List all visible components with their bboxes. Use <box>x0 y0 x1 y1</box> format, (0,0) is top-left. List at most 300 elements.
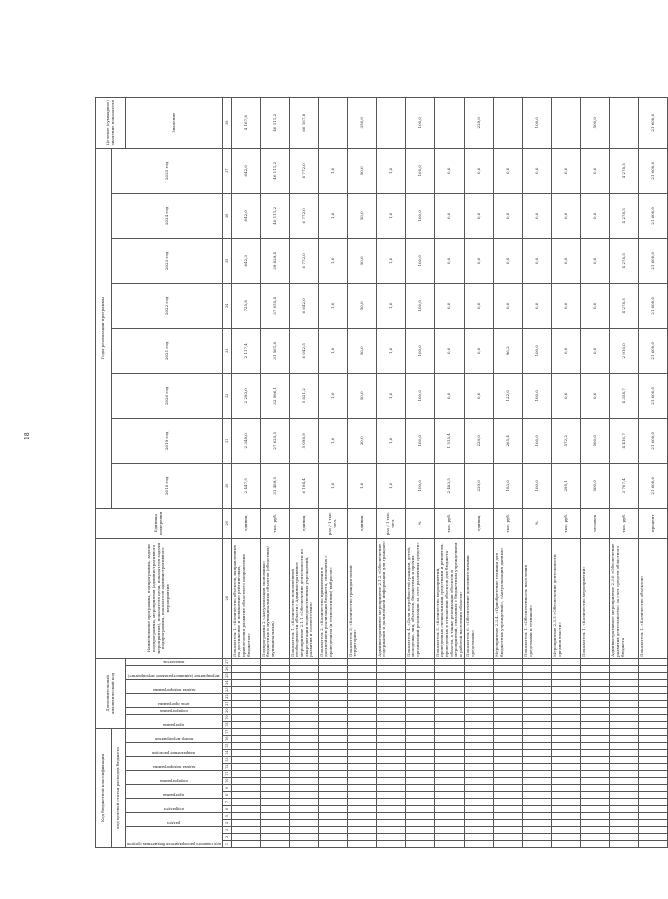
code-cell <box>465 728 494 735</box>
code-cell <box>376 813 405 820</box>
code-cell <box>289 750 318 757</box>
code-cell <box>376 834 405 841</box>
code-cell <box>231 778 260 785</box>
code-cell <box>347 799 376 806</box>
table-row <box>639 97 668 847</box>
year-value: 0,0 <box>552 148 581 193</box>
code-cell <box>347 728 376 735</box>
code-cell <box>494 757 523 764</box>
code-cell <box>260 757 289 764</box>
table-row <box>376 97 405 847</box>
code-cell <box>231 757 260 764</box>
row-name: Мероприятие 2.3.4. «Приобретение техники для бюджетных учреждений», «Актуализация данных» <box>494 538 523 658</box>
final-value: 229,0 <box>465 97 494 148</box>
year-value: 3 707,4 <box>610 463 639 508</box>
code-cell <box>434 658 465 665</box>
code-cell <box>289 834 318 841</box>
code-cell <box>465 757 494 764</box>
code-cell <box>289 785 318 792</box>
code-cell <box>405 679 434 686</box>
code-cell <box>376 728 405 735</box>
code-cell <box>434 813 465 820</box>
code-cell <box>231 764 260 771</box>
code-cell <box>376 827 405 834</box>
year-value: 0,0 <box>581 238 610 283</box>
code-cell <box>581 707 610 714</box>
year-value: 100,0 <box>405 418 434 463</box>
code-cell <box>231 785 260 792</box>
code-cell <box>318 665 347 672</box>
code-cell <box>289 665 318 672</box>
code-cell <box>523 672 552 679</box>
column-index-cell: 2 <box>222 834 231 841</box>
left-label: задача подпрограммы <box>152 765 196 769</box>
year-value: 50,0 <box>347 373 376 418</box>
code-cell <box>523 658 552 665</box>
code-cell <box>231 693 260 700</box>
year-value: 40 111,2 <box>260 193 289 238</box>
left-label: направление расходов <box>152 751 196 755</box>
year-value: 1,0 <box>318 328 347 373</box>
code-cell <box>289 714 318 721</box>
left-label: программа <box>163 793 185 797</box>
code-cell <box>434 771 465 778</box>
code-cell <box>405 757 434 764</box>
code-cell <box>260 750 289 757</box>
code-cell <box>581 672 610 679</box>
code-cell <box>376 736 405 743</box>
code-cell <box>318 841 347 848</box>
year-value: 0,0 <box>465 148 494 193</box>
code-cell <box>260 806 289 813</box>
code-cell <box>581 714 610 721</box>
year-value: 0,0 <box>465 328 494 373</box>
code-cell <box>260 764 289 771</box>
code-cell <box>434 792 465 799</box>
code-cell <box>552 757 581 764</box>
year-value: 0,0 <box>434 283 465 328</box>
row-name: Показатель 1. «Количество объектов, направленных на достижение и повышение рейтинговых, привлечения развития областного направления бюджетов» <box>231 538 260 658</box>
code-cell <box>405 750 434 757</box>
code-cell <box>289 778 318 785</box>
code-cell <box>523 757 552 764</box>
code-cell <box>610 841 639 848</box>
code-cell <box>523 813 552 820</box>
code-cell <box>494 672 523 679</box>
code-cell <box>494 714 523 721</box>
code-cell <box>260 665 289 672</box>
year-2022: 2022 год <box>112 283 223 328</box>
year-value: 21 600,0 <box>639 328 668 373</box>
code-cell <box>465 813 494 820</box>
code-cell <box>318 750 347 757</box>
code-cell <box>376 764 405 771</box>
year-value: 0,0 <box>581 373 610 418</box>
code-cell <box>289 658 318 665</box>
code-cell <box>523 771 552 778</box>
code-cell <box>465 658 494 665</box>
code-cell <box>376 820 405 827</box>
code-cell <box>289 672 318 679</box>
code-cell <box>376 693 405 700</box>
left-label: код главного распорядителя бюджетных средств <box>127 842 221 846</box>
year-value: 0,0 <box>552 238 581 283</box>
year-2025: 2025 год <box>112 148 223 193</box>
code-cell <box>405 841 434 848</box>
year-value: 0,0 <box>494 283 523 328</box>
year-2024: 2024 год <box>112 193 223 238</box>
code-cell <box>231 743 260 750</box>
code-cell <box>347 721 376 728</box>
code-cell <box>552 707 581 714</box>
code-cell <box>581 841 610 848</box>
code-cell <box>465 693 494 700</box>
year-value: 1,0 <box>376 463 405 508</box>
year-value: 0,0 <box>552 193 581 238</box>
table-row <box>494 97 523 847</box>
year-value: 6 194,4 <box>289 463 318 508</box>
code-cell <box>581 827 610 834</box>
code-cell <box>639 771 668 778</box>
code-cell <box>318 778 347 785</box>
code-cell <box>581 686 610 693</box>
code-cell <box>494 750 523 757</box>
code-cell <box>523 728 552 735</box>
code-cell <box>494 827 523 834</box>
code-cell <box>610 792 639 799</box>
code-cell <box>318 728 347 735</box>
code-cell <box>318 658 347 665</box>
code-cell <box>639 714 668 721</box>
code-cell <box>434 693 465 700</box>
year-value: 2 293,0 <box>231 373 260 418</box>
code-cell <box>581 743 610 750</box>
code-cell <box>260 686 289 693</box>
code-cell <box>581 736 610 743</box>
code-cell <box>434 827 465 834</box>
year-value: 725,8 <box>231 283 260 328</box>
code-cell <box>610 813 639 820</box>
code-cell <box>376 841 405 848</box>
year-value: 100,0 <box>405 373 434 418</box>
code-cell <box>376 707 405 714</box>
code-cell <box>318 686 347 693</box>
code-cell <box>639 658 668 665</box>
code-cell <box>347 757 376 764</box>
code-cell <box>610 721 639 728</box>
code-cell <box>376 750 405 757</box>
code-cell <box>639 806 668 813</box>
code-cell <box>494 764 523 771</box>
table-row <box>581 97 610 847</box>
row-unit: тыс. руб. <box>610 508 639 538</box>
code-cell <box>318 834 347 841</box>
code-cell <box>581 721 610 728</box>
year-value: 100,0 <box>405 193 434 238</box>
code-cell <box>376 700 405 707</box>
code-cell <box>434 736 465 743</box>
column-index-cell: 8 <box>222 792 231 799</box>
code-cell <box>639 728 668 735</box>
years-header: Годы реализации программы <box>96 148 112 508</box>
year-value: 100,0 <box>405 238 434 283</box>
row-unit: % <box>405 508 434 538</box>
right-label: цель программы <box>158 701 190 706</box>
code-cell <box>260 827 289 834</box>
year-value: 0,0 <box>434 238 465 283</box>
row-unit: единиц <box>289 508 318 538</box>
final-value <box>434 97 465 148</box>
column-index-cell: 9 <box>222 785 231 792</box>
column-index-cell: 10 <box>222 778 231 785</box>
code-cell <box>465 700 494 707</box>
code-cell <box>581 658 610 665</box>
code-cell <box>318 757 347 764</box>
code-cell <box>610 820 639 827</box>
year-value: 100,0 <box>523 328 552 373</box>
code-cell <box>347 736 376 743</box>
year-value: 50,0 <box>347 238 376 283</box>
code-cell <box>465 834 494 841</box>
additional-code-header: Дополнительный аналитический код <box>96 658 126 728</box>
year-value: 295,1 <box>552 463 581 508</box>
year-value: 1,0 <box>347 463 376 508</box>
code-cell <box>347 700 376 707</box>
code-cell <box>552 820 581 827</box>
row-name: Административное мероприятие 2.1.2 «Обеспечение содержания и дальнейшей информации для граждан» <box>376 538 405 658</box>
code-cell <box>318 693 347 700</box>
year-value: 0,0 <box>434 193 465 238</box>
year-value: 0,0 <box>494 193 523 238</box>
code-cell <box>639 736 668 743</box>
year-value: 0,0 <box>434 328 465 373</box>
code-cell <box>610 806 639 813</box>
year-value: 100,0 <box>405 148 434 193</box>
code-cell <box>639 686 668 693</box>
code-cell <box>318 700 347 707</box>
code-cell <box>523 841 552 848</box>
code-cell <box>405 743 434 750</box>
code-cell <box>610 785 639 792</box>
row-name: Показатель 4. «Доля потребностей граждан, детей, молодежи, лиц, объектов, бюджетных и прочих организаций реализации за счет различных средств» <box>405 538 434 658</box>
code-cell <box>465 665 494 672</box>
code-cell <box>289 799 318 806</box>
column-index-cell: 38 <box>222 97 231 148</box>
year-value: 0,0 <box>552 328 581 373</box>
year-value: 1,0 <box>318 148 347 193</box>
year-value: 1,0 <box>376 283 405 328</box>
code-cell <box>376 785 405 792</box>
code-cell <box>494 679 523 686</box>
code-cell <box>434 700 465 707</box>
code-cell <box>231 721 260 728</box>
column-index-cell: 28 <box>222 538 231 658</box>
code-cell <box>494 728 523 735</box>
code-cell <box>376 714 405 721</box>
column-index-cell: 14 <box>222 750 231 757</box>
year-value: 96,2 <box>494 328 523 373</box>
name-header: Наименование программы, подпрограммы, задачи подпрограммы, мероприятия (административного мероприятия), показателя цели, показателя задачи подпрограммы, показателя административного мероприятия <box>96 538 223 658</box>
code-cell <box>434 820 465 827</box>
code-cell <box>494 841 523 848</box>
code-cell <box>405 693 434 700</box>
table-row <box>260 97 289 847</box>
year-value: 1 515,4 <box>434 418 465 463</box>
column-index-cell: 35 <box>222 238 231 283</box>
year-value: 31 561,8 <box>260 328 289 373</box>
year-value: 50,0 <box>347 193 376 238</box>
code-cell <box>231 827 260 834</box>
code-cell <box>581 834 610 841</box>
code-cell <box>494 721 523 728</box>
code-cell <box>260 707 289 714</box>
column-index-cell: 25 <box>222 672 231 679</box>
year-value: 642,3 <box>231 238 260 283</box>
code-cell <box>231 813 260 820</box>
code-cell <box>639 672 668 679</box>
left-label: номер мероприятия <box>154 737 194 741</box>
code-cell <box>523 679 552 686</box>
row-name: Мероприятие 2.3.5 «Обеспечение деятельности органов власти» <box>552 538 581 658</box>
right-label: показатель <box>163 659 185 664</box>
code-cell <box>523 665 552 672</box>
code-cell <box>610 736 639 743</box>
code-cell <box>434 764 465 771</box>
year-value: 0,0 <box>581 328 610 373</box>
year-value: 50,0 <box>347 148 376 193</box>
column-index-cell: 22 <box>222 693 231 700</box>
code-cell <box>465 771 494 778</box>
column-index-cell: 32 <box>222 373 231 418</box>
column-index-cell: 34 <box>222 283 231 328</box>
code-cell <box>465 764 494 771</box>
code-cell <box>405 686 434 693</box>
code-cell <box>376 665 405 672</box>
code-cell <box>465 785 494 792</box>
code-cell <box>610 658 639 665</box>
code-cell <box>494 834 523 841</box>
column-index-cell: 15 <box>222 743 231 750</box>
code-cell <box>405 813 434 820</box>
column-index-cell: 24 <box>222 679 231 686</box>
year-value: 21 600,0 <box>639 418 668 463</box>
column-index-cell: 17 <box>222 728 231 735</box>
code-cell <box>347 672 376 679</box>
code-cell <box>465 799 494 806</box>
year-value: 0,0 <box>434 373 465 418</box>
year-value: 642,0 <box>231 193 260 238</box>
code-cell <box>434 841 465 848</box>
year-value: 31 489,5 <box>260 463 289 508</box>
code-cell <box>405 700 434 707</box>
column-index-cell: 4 <box>222 820 231 827</box>
code-cell <box>405 736 434 743</box>
code-cell <box>260 721 289 728</box>
code-cell <box>552 813 581 820</box>
year-value: 100,0 <box>523 373 552 418</box>
code-cell <box>552 672 581 679</box>
code-cell <box>289 728 318 735</box>
column-index-cell: 37 <box>222 148 231 193</box>
program-table <box>95 97 668 848</box>
year-2019: 2019 год <box>112 418 223 463</box>
year-value: 100,0 <box>405 328 434 373</box>
code-cell <box>434 672 465 679</box>
code-cell <box>260 820 289 827</box>
code-cell <box>581 820 610 827</box>
code-cell <box>523 785 552 792</box>
year-value: 21 600,0 <box>639 193 668 238</box>
code-cell <box>610 750 639 757</box>
code-cell <box>231 679 260 686</box>
year-2021: 2021 год <box>112 328 223 373</box>
year-value: 6 772,0 <box>289 193 318 238</box>
column-index-cell: 18 <box>222 721 231 728</box>
row-unit: тыс. руб. <box>260 508 289 538</box>
code-cell <box>552 686 581 693</box>
code-cell <box>552 785 581 792</box>
row-name: Показатель 6. «Обеспечение дополнительными средствами» <box>465 538 494 658</box>
budget-code-header: Код бюджетной классификации <box>96 728 112 847</box>
code-cell <box>434 665 465 672</box>
code-cell <box>347 834 376 841</box>
row-unit: раз / 1 тыс. чел. <box>318 508 347 538</box>
code-cell <box>347 813 376 820</box>
year-value: 39 829,4 <box>260 238 289 283</box>
final-value: 40 111,2 <box>260 97 289 148</box>
code-cell <box>523 693 552 700</box>
year-value: 100,0 <box>405 463 434 508</box>
code-cell <box>376 721 405 728</box>
code-cell <box>494 792 523 799</box>
code-cell <box>523 714 552 721</box>
code-cell <box>289 686 318 693</box>
column-index-row <box>222 97 231 847</box>
code-cell <box>376 806 405 813</box>
code-cell <box>523 686 552 693</box>
final-header: Целевое (суммарное) значение показателя <box>96 97 126 148</box>
code-cell <box>260 841 289 848</box>
code-cell <box>581 785 610 792</box>
code-cell <box>523 799 552 806</box>
code-cell <box>581 679 610 686</box>
code-cell <box>318 672 347 679</box>
code-cell <box>289 693 318 700</box>
code-cell <box>639 785 668 792</box>
final-sub-header: Значение <box>126 97 223 148</box>
code-cell <box>494 771 523 778</box>
code-cell <box>494 707 523 714</box>
code-cell <box>376 679 405 686</box>
year-value: 27 625,5 <box>260 418 289 463</box>
code-cell <box>639 679 668 686</box>
row-name: Показатель 1. «Количество пополненной необходимости области» Административное мероприятие 2.1.1 «Обеспечение деятельности по аккредитации подведомственных учреждений, развития и соответствия» <box>289 538 318 658</box>
code-cell <box>347 841 376 848</box>
code-cell <box>318 806 347 813</box>
code-cell <box>610 743 639 750</box>
code-cell <box>552 778 581 785</box>
final-value: 350,0 <box>347 97 376 148</box>
code-cell <box>231 714 260 721</box>
code-cell <box>465 679 494 686</box>
code-cell <box>639 764 668 771</box>
year-value: 0,0 <box>465 238 494 283</box>
code-cell <box>405 665 434 672</box>
code-cell <box>376 792 405 799</box>
code-cell <box>494 700 523 707</box>
code-cell <box>523 820 552 827</box>
year-value: 0,0 <box>465 193 494 238</box>
